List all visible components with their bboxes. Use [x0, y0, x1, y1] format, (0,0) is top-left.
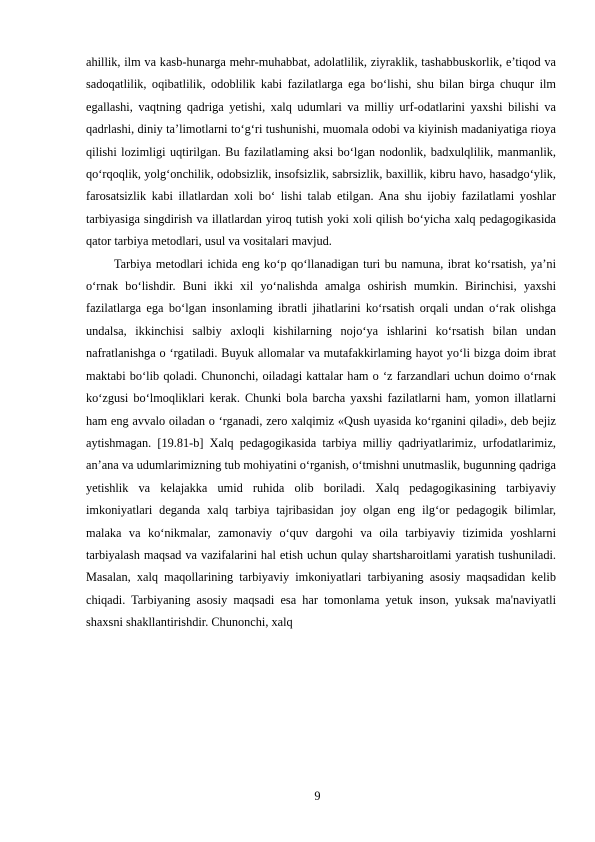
page-body	[86, 51, 556, 634]
paragraph-1: ahillik, ilm va kasb-hunarga mehr-muhabbat, adolatlilik, ziyraklik, tashabbuskorlik, e’tiqod va sadoqatlilik, oqibatlilik, odoblilik kabi fazilatlarga ega bo‘lishi, shu bilan birga chuqur ilm egallashi, vaqtning qadriga yetishi, xalq udumlari va milliy urf-odatlarini yaxshi bilishi va qadrlashi, diniy ta’limotlarni to‘g‘ri tushunishi, muomala odobi va kiyinish madaniyatiga rioya qilishi lozimligi uqtirilgan. Bu fazilatlaming aksi bo‘lgan nodonlik, badxulqlilik, manmanlik, qo‘rqoqlik, yolg‘onchilik, odobsizlik, insofsizlik, sabrsizlik, baxillik, kibru havo, hasadgo‘ylik, farosatsizlik kabi illatlardan xoli bo‘ lishi talab etilgan. Ana shu ijobiy fazilatlami yoshlar tarbiyasiga singdirish va illatlardan yiroq tutish yoki xoli qilish bo‘yicha xalq pedagogikasida qator tarbiya metodlari, usul va vositalari mavjud.	[86, 55, 556, 249]
paragraph-2: Tarbiya metodlari ichida eng ko‘p qo‘llanadigan turi bu namuna, ibrat ko‘rsatish, ya’ni o‘rnak bo‘lishdir. Buni ikki xil yo‘nalishda amalga oshirish mumkin. Birinchisi, yaxshi fazilatlarga ega bo‘lgan insonlaming ibratli jihatlarini ko‘rsatish orqali undan o‘rak olishga undalsa, ikkinchisi salbiy axloqli kishilarning nojo‘ya ishlarini ko‘rsatish bilan undan nafratlanishga o ‘rgatiladi. Buyuk allomalar va mutafakkirlaming hayot yo‘li bizga doim ibrat maktabi bo‘lib qoladi. Chunonchi, oiladagi kattalar ham o ‘z farzandlari uchun doimo o‘rnak ko‘zgusi bo‘lmoqliklari kerak. Chunki bola barcha yaxshi fazilatlarni ham, yomon illatlarni ham eng avvalo oiladan o ‘rganadi, zero xalqimiz «Qush uyasida ko‘rganini qiladi», deb bejiz aytishmagan. [19.81-b] Xalq pedagogikasida tarbiya milliy qadriyatlarimiz, urfodatlarimiz, an’ana va udumlarimizning tub mohiyatini o‘rganish, o‘tmishni unutmaslik, bugunning qadriga yetishlik va kelajakka umid ruhida olib boriladi. Xalq pedagogikasining tarbiyaviy imkoniyatlari deganda xalq tarbiya tajribasidan joy olgan eng ilg‘or pedagogik bilimlar, malaka va ko‘nikmalar, zamonaviy o‘quv dargohi va oila tarbiyaviy tizimida yoshlarni tarbiyalash maqsad va vazifalarini hal etish uchun qulay shartsharoitlami yaratish tushuniladi. Masalan, xalq maqollarining tarbiyaviy imkoniyatlari tarbiyaning asosiy maqsadidan kelib chiqadi. Tarbiyaning asosiy maqsadi esa har tomonlama yetuk inson, yuksak ma'naviyatli shaxsni shakllantirishdir. Chunonchi, xalq	[86, 256, 556, 630]
page-number: 9	[314, 789, 321, 803]
